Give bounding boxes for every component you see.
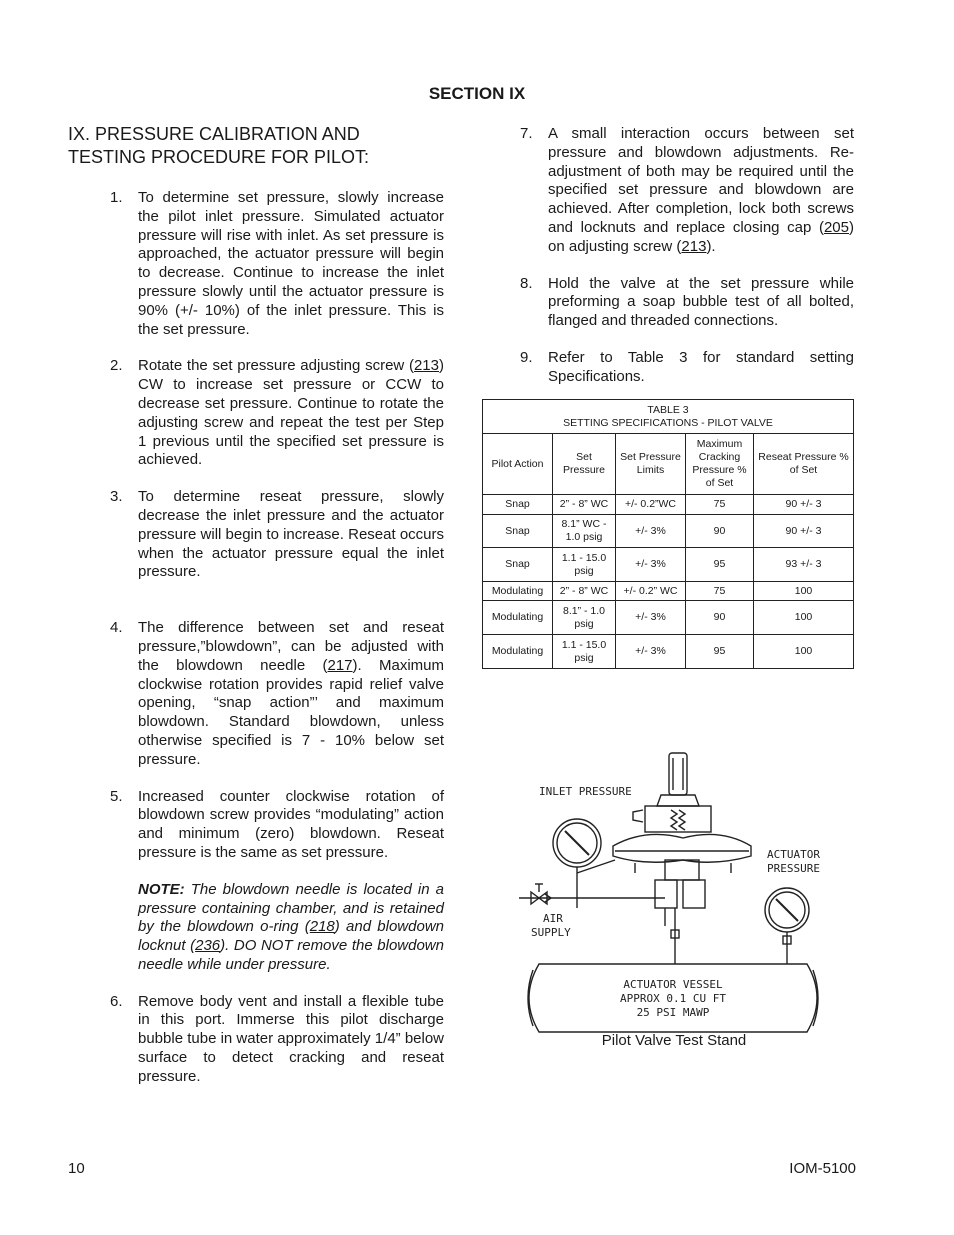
step-number: 6. — [110, 992, 123, 1010]
step-8 — [520, 275, 854, 331]
procedure-heading — [68, 123, 448, 169]
table-row — [483, 582, 854, 601]
right-column — [520, 125, 854, 387]
column-header: Pilot Action — [483, 434, 553, 495]
step-number: 5. — [110, 787, 123, 805]
column-header: Set Pressure — [553, 434, 616, 495]
text-run: The difference between set and reseat pressure,”blowdown”, can be adjusted with the blowdown needle ( — [138, 619, 444, 674]
part-ref-link[interactable]: 205 — [823, 218, 849, 236]
actuator-label-line-1: ACTUATOR — [767, 848, 820, 861]
table-cell: 90 — [686, 601, 754, 635]
text-run: ) CW to increase set pressure or CCW to decrease set pressure. Continue to rotate the adjusting screw and repeat the test per Step 1 previous until the specified set pressure is achieved. — [138, 357, 444, 469]
table-cell: Snap — [483, 495, 553, 515]
table-header-row — [483, 434, 854, 495]
table-cell: 75 — [686, 495, 754, 515]
step-text: Refer to Table 3 for standard setting Specifications. — [548, 348, 854, 385]
step-text — [548, 125, 854, 257]
step-4 — [110, 619, 444, 769]
text-run: ) and blowdown locknut ( — [138, 918, 444, 955]
table-row — [483, 601, 854, 635]
document-id: IOM-5100 — [789, 1160, 856, 1177]
part-ref-link[interactable]: 213 — [413, 357, 439, 375]
vessel-label-line-1: ACTUATOR VESSEL — [623, 978, 723, 991]
diagram-labels — [531, 785, 820, 1019]
table-cell: +/- 3% — [616, 515, 686, 548]
step-2 — [110, 357, 444, 470]
step-text: To determine set pressure, slowly increase the pilot inlet pressure. Simulated actuator pressure will rise with inlet. As set pressure is approached, the actuator pressure will begin to decrease. Continue to increase the inlet pressure slowly until the actuator pressure is 90% (+/- 10%) of the inlet pressure. This is the set pressure. — [138, 189, 444, 338]
table-cell: 75 — [686, 582, 754, 601]
table-cell: Snap — [483, 548, 553, 582]
table-row — [483, 515, 854, 548]
inlet-pressure-label: INLET PRESSURE — [539, 785, 632, 798]
step-text: Remove body vent and install a flexible tube in this port. Immerse this pilot discharge bubble tube in water approximately 1/4” below surface to detect cracking and reseat pressure. — [138, 992, 445, 1085]
table-cell: Modulating — [483, 635, 553, 669]
text-run: ). DO NOT remove the blowdown needle while under pressure. — [138, 937, 444, 973]
pilot-valve-test-stand-figure — [515, 748, 830, 1038]
table-cell: 90 +/- 3 — [754, 515, 854, 548]
heading-line-2: TESTING PROCEDURE FOR PILOT: — [68, 147, 370, 167]
actuator-label-line-2: PRESSURE — [767, 862, 820, 875]
actuator-pressure-gauge — [765, 888, 809, 964]
part-ref-link[interactable]: 213 — [681, 237, 707, 255]
step-1 — [110, 189, 444, 339]
table-cell: +/- 3% — [616, 548, 686, 582]
table-cell: +/- 3% — [616, 601, 686, 635]
table-cell: 1.1 - 15.0 psig — [553, 548, 616, 582]
air-label-line-1: AIR — [543, 912, 563, 925]
table-cell: 100 — [754, 582, 854, 601]
step-text — [138, 619, 444, 769]
table-cell: 95 — [686, 548, 754, 582]
step-5 — [110, 788, 444, 863]
column-header: Set Pressure Limits — [616, 434, 686, 495]
text-run: A small interaction occurs between set pressure and blowdown adjustments. Re-adjustment of both may be required until the specified set pressure and blowdown are achieved. After completion, lock both screws and locknuts and replace closing cap ( — [548, 125, 854, 236]
text-run: Rotate the set pressure adjusting screw ( — [138, 357, 414, 375]
table-caption-line-1: TABLE 3 — [647, 404, 689, 416]
text-run: ) on adjusting screw ( — [548, 218, 854, 255]
text-run: The blowdown needle is located in a pressure containing chamber, and is retained by the blowdown o-ring ( — [138, 880, 444, 936]
part-ref-link[interactable]: 218 — [309, 918, 335, 936]
table-cell: Modulating — [483, 601, 553, 635]
step-number: 3. — [110, 488, 123, 506]
table-cell: 2” - 8” WC — [553, 582, 616, 601]
part-ref-link[interactable]: 236 — [195, 937, 221, 955]
step-number: 9. — [520, 348, 533, 366]
step-text: To determine reseat pressure, slowly decrease the inlet pressure and the actuator pressure will begin to increase. Reseat occurs when the actuator pressure equal the inlet pressure. — [138, 488, 444, 581]
section-title: SECTION IX — [428, 84, 526, 103]
step-number: 4. — [110, 619, 123, 637]
table-row — [483, 495, 854, 515]
step-number: 2. — [110, 357, 123, 375]
table-caption-line-2: SETTING SPECIFICATIONS - PILOT VALVE — [563, 417, 773, 429]
table-cell: 95 — [686, 635, 754, 669]
note-block — [138, 881, 444, 975]
step-text: Increased counter clockwise rotation of blowdown screw provides “modulating” action and minimum (zero) blowdown. Reseat pressure is the same as set pressure. — [138, 787, 444, 861]
table-cell: 100 — [754, 635, 854, 669]
air-label-line-2: SUPPLY — [531, 926, 571, 939]
figure-caption: Pilot Valve Test Stand — [601, 1032, 747, 1049]
inlet-pressure-gauge — [553, 819, 615, 908]
text-run: ). — [706, 237, 716, 255]
pilot-valve-drawing — [613, 753, 751, 926]
step-text — [138, 357, 444, 470]
table-cell: +/- 0.2” WC — [616, 582, 686, 601]
heading-line-1: IX. PRESSURE CALIBRATION AND — [68, 124, 360, 144]
step-number: 8. — [520, 274, 533, 292]
step-number: 1. — [110, 189, 123, 206]
table-cell: 90 +/- 3 — [754, 495, 854, 515]
table-row — [483, 635, 854, 669]
column-header: Maximum Cracking Pressure % of Set — [686, 434, 754, 495]
step-9 — [520, 349, 854, 387]
table-caption — [483, 400, 854, 434]
vessel-label-line-2: APPROX 0.1 CU FT — [620, 992, 726, 1005]
table-row — [483, 548, 854, 582]
setting-specifications-table — [482, 399, 854, 669]
step-7 — [520, 125, 854, 257]
table-cell: +/- 0.2”WC — [616, 495, 686, 515]
table-cell: 100 — [754, 601, 854, 635]
step-number: 7. — [520, 125, 533, 142]
step-6 — [110, 993, 444, 1087]
table-cell: 8.1” WC - 1.0 psig — [553, 515, 616, 548]
left-column — [110, 189, 444, 1087]
table-cell: Snap — [483, 515, 553, 548]
table-cell: 8.1” - 1.0 psig — [553, 601, 616, 635]
table-cell: 2” - 8” WC — [553, 495, 616, 515]
table-cell: 93 +/- 3 — [754, 548, 854, 582]
table-cell: 90 — [686, 515, 754, 548]
air-supply-valve — [519, 884, 665, 904]
test-stand-diagram — [515, 748, 830, 1038]
table-cell: Modulating — [483, 582, 553, 601]
step-text: Hold the valve at the set pressure while preforming a soap bubble test of all bolted, flanged and threaded connections. — [548, 274, 854, 330]
part-ref-link[interactable]: 217 — [327, 656, 353, 674]
note-label: NOTE: — [138, 880, 185, 898]
page-number: 10 — [68, 1160, 85, 1177]
step-3 — [110, 488, 444, 582]
column-header: Reseat Pressure % of Set — [754, 434, 854, 495]
table-cell: +/- 3% — [616, 635, 686, 669]
table-cell: 1.1 - 15.0 psig — [553, 635, 616, 669]
vessel-label-line-3: 25 PSI MAWP — [636, 1006, 710, 1019]
text-run: ). Maximum clockwise rotation provides rapid relief valve opening, “snap action”’ and maximum blowdown. Standard blowdown, unless otherwise specified is 7 - 10% below set pressure. — [138, 656, 444, 768]
